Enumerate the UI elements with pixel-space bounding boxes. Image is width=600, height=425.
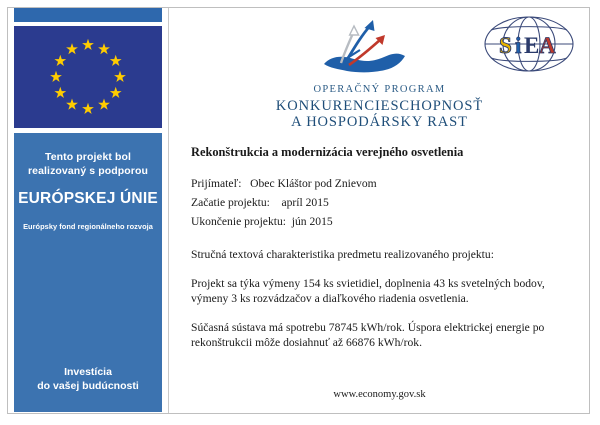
eu-slogan-line2: do vašej budúcnosti [37, 380, 139, 392]
page-title: Rekonštrukcia a modernizácia verejného osvetlenia [191, 145, 464, 159]
programme-name-line1: KONKURENCIESCHOPNOSŤ [275, 98, 484, 114]
description-paragraph-1: Projekt sa týka výmeny 154 ks svietidiel, doplnenia 43 ks svetelných bodov, výmeny 3 ks rozvádzačov a diaľkového riadenia osvetlenia. [191, 276, 545, 305]
eu-fund-label: Európsky fond regionálneho rozvoja [23, 222, 153, 231]
siea-logo [479, 13, 579, 75]
eu-flag [14, 26, 162, 128]
programme-kicker: OPERAČNÝ PROGRAM [313, 84, 446, 95]
programme-name-line2: A HOSPODÁRSKY RAST [291, 114, 468, 130]
top-blue-strip [14, 8, 162, 22]
field-end-date: Ukončenie projektu: jún 2015 [191, 215, 333, 228]
eu-support-line1: Tento projekt bol [44, 151, 132, 163]
header-logos [169, 8, 590, 136]
description-intro: Stručná textová charakteristika predmetu realizovaného projektu: [191, 248, 494, 261]
eu-union-label: EURÓPSKEJ ÚNIE [18, 190, 158, 207]
eu-sidebar [8, 8, 168, 413]
main-content [169, 8, 590, 413]
field-beneficiary: Prijímateľ: Obec Kláštor pod Znievom [191, 177, 377, 190]
operational-programme-logo [319, 17, 411, 79]
svg-text:S: S [499, 33, 512, 58]
eu-support-panel [14, 133, 162, 412]
eu-flag-stars-icon [14, 26, 162, 128]
svg-text:i: i [515, 33, 522, 58]
description-paragraph-2: Súčasná sústava má spotrebu 78745 kWh/rok. Úspora elektrickej energie po rekonštrukcii môže dosiahnuť až 66876 kWh/rok. [191, 320, 545, 349]
programme-title [169, 84, 590, 130]
svg-text:E: E [524, 33, 540, 58]
slovakia-map-arrows-icon [319, 17, 411, 79]
eu-slogan [14, 365, 162, 393]
siea-globe-icon [479, 13, 579, 75]
footer-url[interactable]: www.economy.gov.sk [333, 389, 426, 400]
svg-text:A: A [539, 33, 556, 58]
field-start-date: Začatie projektu: apríl 2015 [191, 196, 329, 209]
eu-support-line2: realizovaný s podporou [27, 165, 149, 177]
eu-slogan-line1: Investícia [64, 366, 112, 378]
project-description [191, 145, 581, 351]
eu-support-text [14, 150, 162, 178]
